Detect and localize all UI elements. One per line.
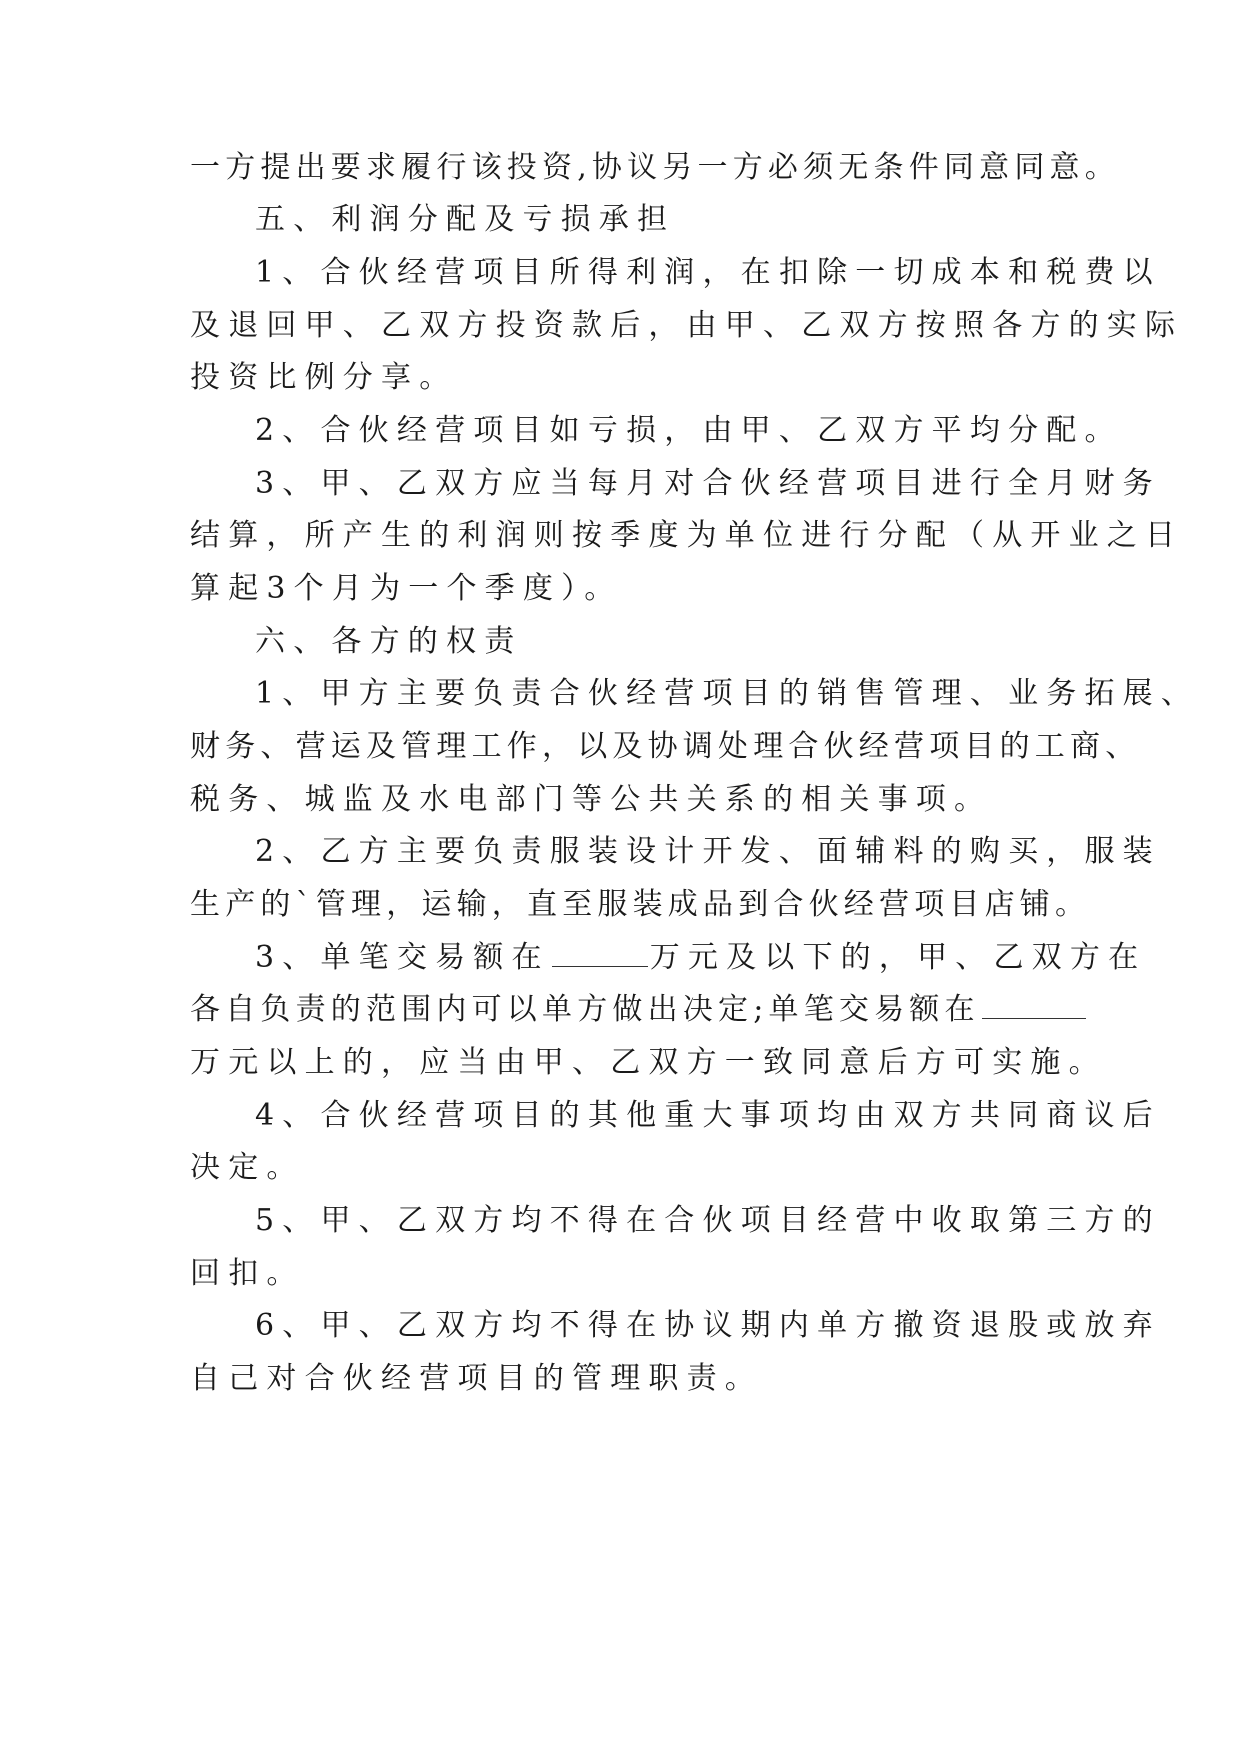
paragraph-line: 6、甲、乙双方均不得在协议期内单方撤资退股或放弃 xyxy=(255,1308,1161,1343)
paragraph-line xyxy=(255,938,1146,978)
paragraph-line: 结算，所产生的利润则按季度为单位进行分配（从开业之日 xyxy=(190,518,1184,553)
section-heading: 五、利润分配及亏损承担 xyxy=(255,202,676,237)
paragraph-line: 税务、城监及水电部门等公共关系的相关事项。 xyxy=(190,782,993,817)
paragraph-line: 决定。 xyxy=(190,1150,305,1185)
paragraph-line: 3、甲、乙双方应当每月对合伙经营项目进行全月财务 xyxy=(255,466,1161,501)
paragraph-line: 一方提出要求履行该投资,协议另一方必须无条件同意同意。 xyxy=(190,150,1120,185)
paragraph-line: 及退回甲、乙双方投资款后，由甲、乙双方按照各方的实际 xyxy=(190,308,1184,343)
paragraph-line: 生产的`管理，运输，直至服装成品到合伙经营项目店铺。 xyxy=(190,887,1091,922)
paragraph-line: 投资比例分享。 xyxy=(190,360,458,395)
paragraph-line xyxy=(190,990,1088,1030)
paragraph-line: 回扣。 xyxy=(190,1256,305,1291)
paragraph-line: 1、甲方主要负责合伙经营项目的销售管理、业务拓展、 xyxy=(255,676,1200,711)
fill-in-blank xyxy=(552,940,648,967)
paragraph-line: 2、合伙经营项目如亏损，由甲、乙双方平均分配。 xyxy=(255,413,1123,448)
paragraph-line: 2、乙方主要负责服装设计开发、面辅料的购买，服装 xyxy=(255,834,1161,869)
fill-in-blank xyxy=(982,992,1086,1019)
paragraph-line: 自己对合伙经营项目的管理职责。 xyxy=(190,1361,763,1396)
paragraph-line: 财务、营运及管理工作，以及协调处理合伙经营项目的工商、 xyxy=(190,729,1141,764)
text-segment: 各自负责的范围内可以单方做出决定;单笔交易额在 xyxy=(190,992,980,1027)
paragraph-line: 1、合伙经营项目所得利润，在扣除一切成本和税费以 xyxy=(255,255,1161,290)
paragraph-line: 万元以上的，应当由甲、乙双方一致同意后方可实施。 xyxy=(190,1045,1107,1080)
section-heading: 六、各方的权责 xyxy=(255,624,523,659)
paragraph-line: 5、甲、乙双方均不得在合伙项目经营中收取第三方的 xyxy=(255,1203,1161,1238)
paragraph-line: 4、合伙经营项目的其他重大事项均由双方共同商议后 xyxy=(255,1098,1161,1133)
text-segment: 万元及以下的，甲、乙双方在 xyxy=(649,940,1147,975)
text-segment: 3、单笔交易额在 xyxy=(255,940,550,975)
paragraph-line: 算起3个月为一个季度）。 xyxy=(190,571,623,606)
